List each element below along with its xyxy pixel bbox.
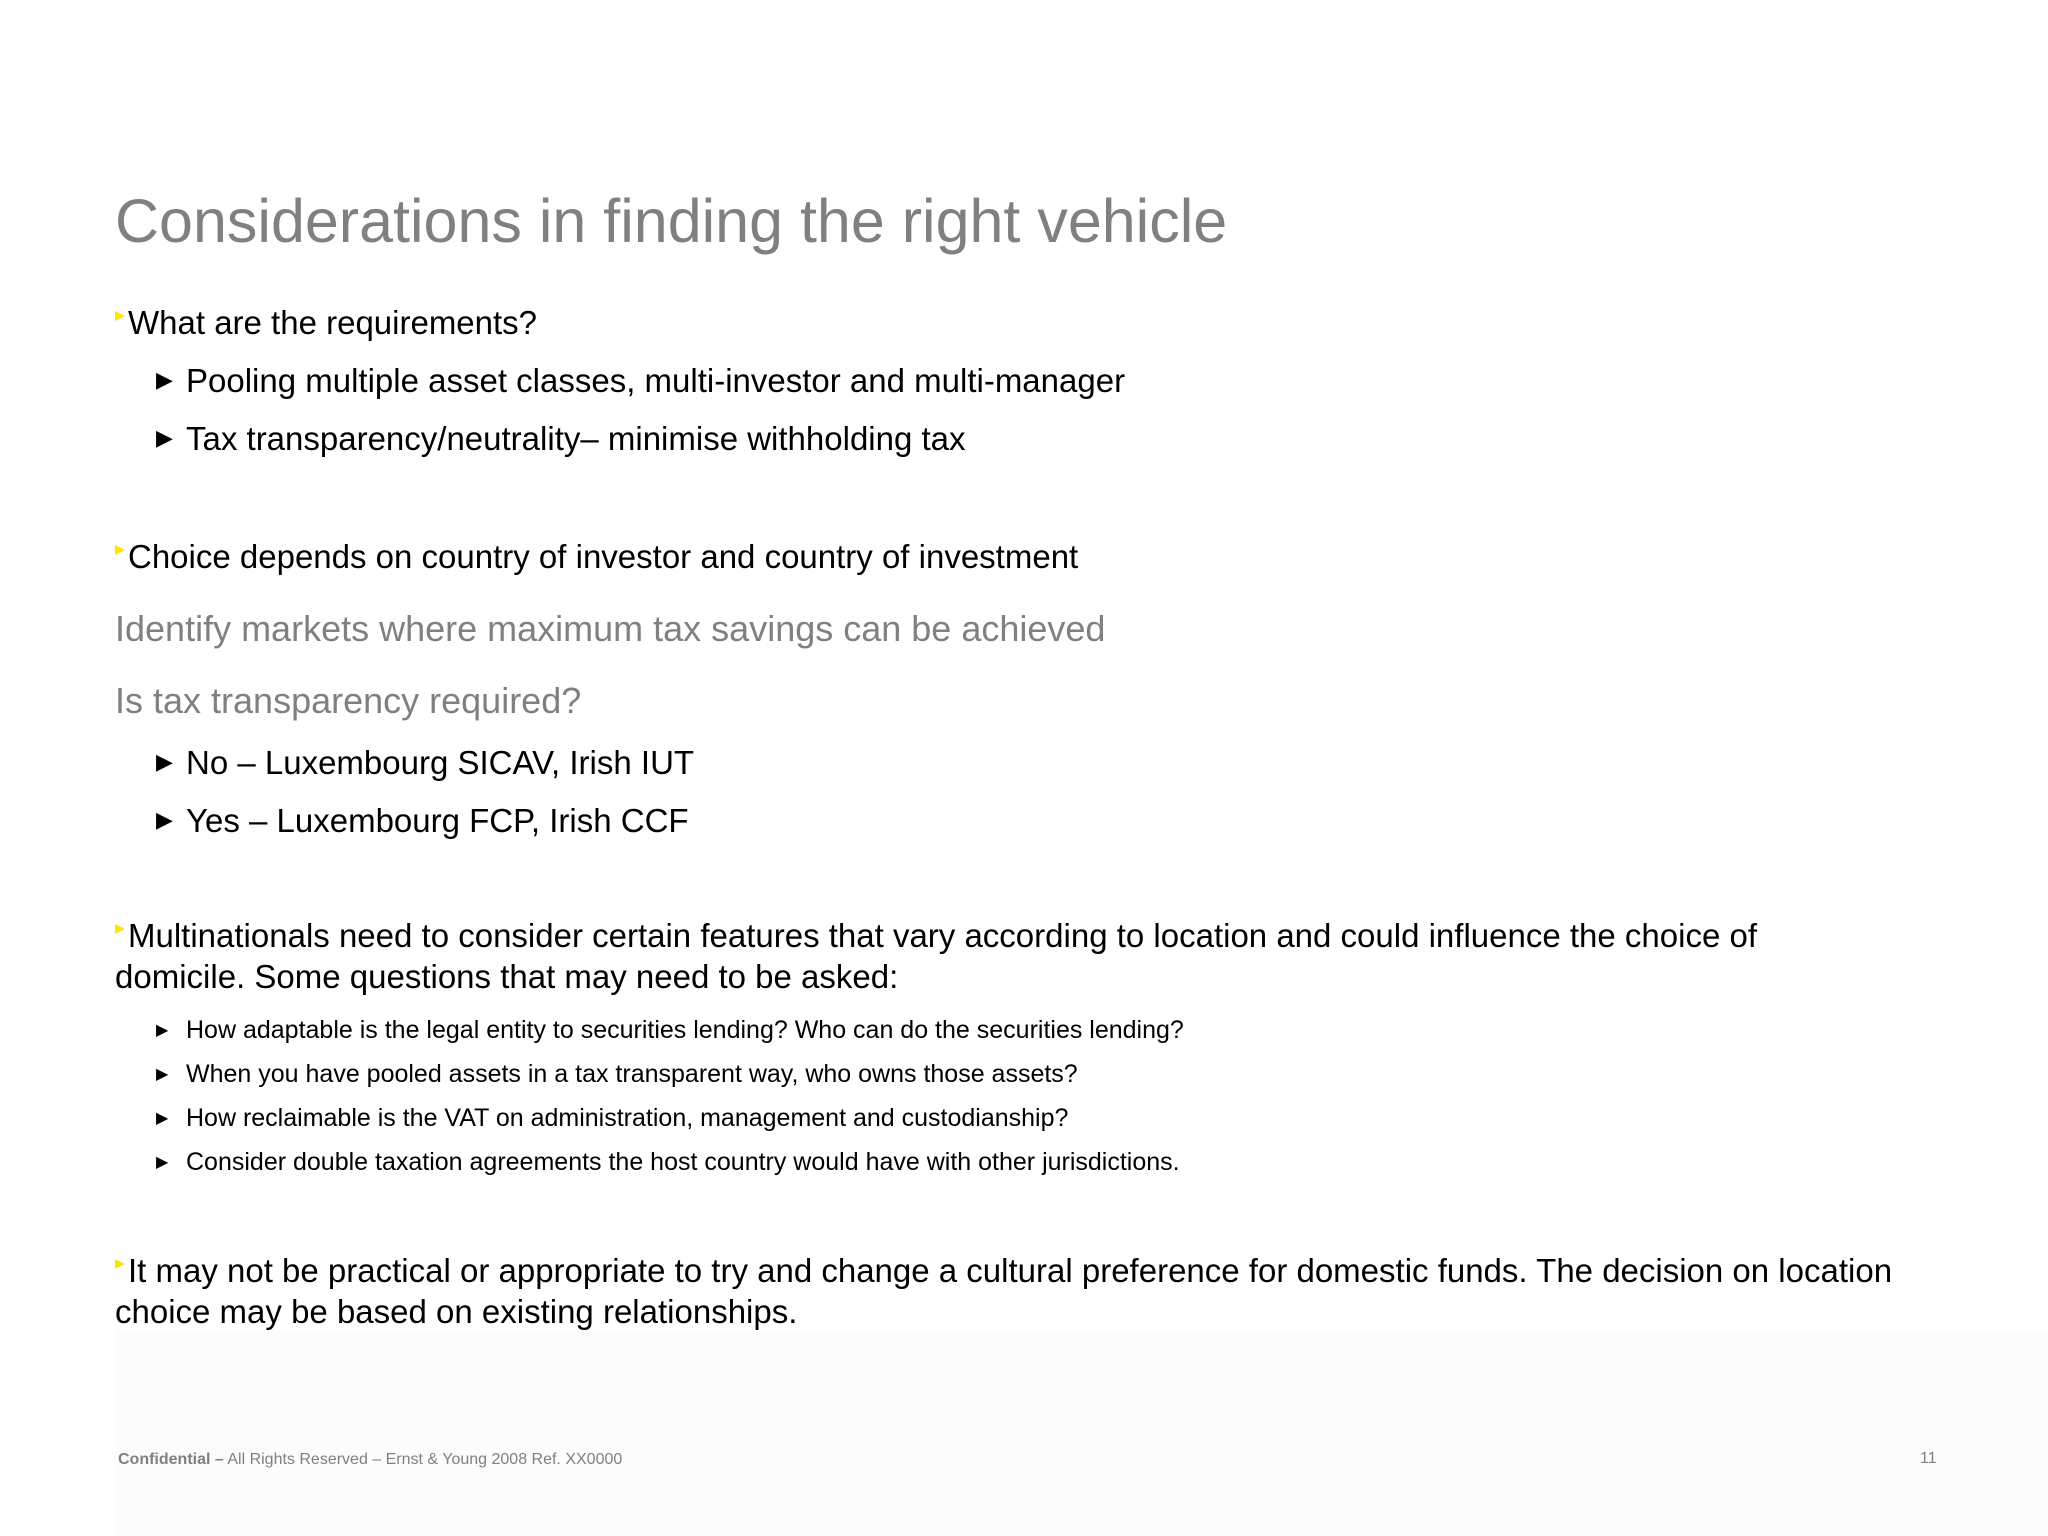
black-triangle-icon: ▶ <box>156 1110 169 1127</box>
black-triangle-icon: ▶ <box>156 749 173 774</box>
section2-heading <box>115 538 1078 576</box>
yellow-triangle-icon <box>115 924 125 934</box>
footer-band <box>115 1330 2048 1536</box>
black-triangle-icon: ▶ <box>156 367 173 392</box>
black-triangle-icon: ▶ <box>156 807 173 832</box>
grey-line: Identify markets where maximum tax savings can be achieved <box>115 608 1106 649</box>
section4-heading-text: It may not be practical or appropriate to try and change a cultural preference for domestic funds. The decision on location choice may be based on existing relationships. <box>115 1252 1893 1330</box>
section4-heading <box>115 1250 1895 1332</box>
section3-heading <box>115 915 1895 997</box>
bullet-text: Tax transparency/neutrality– minimise withholding tax <box>186 420 966 457</box>
section3-bullet <box>156 1016 1184 1045</box>
section2-bullet <box>156 802 689 840</box>
section3-heading-text: Multinationals need to consider certain features that vary according to location and could influence the choice of domicile. Some questions that may need to be asked: <box>115 917 1757 995</box>
page-number: 11 <box>1920 1450 1937 1467</box>
bullet-text: How adaptable is the legal entity to securities lending? Who can do the securities lending? <box>186 1016 1184 1044</box>
bullet-text: No – Luxembourg SICAV, Irish IUT <box>186 744 695 781</box>
black-triangle-icon: ▶ <box>156 425 173 450</box>
section1-bullet <box>156 362 1125 400</box>
yellow-triangle-icon <box>115 1259 125 1269</box>
grey-line: Is tax transparency required? <box>115 680 582 721</box>
bullet-text: Consider double taxation agreements the host country would have with other jurisdictions. <box>186 1148 1180 1176</box>
slide-title: Considerations in finding the right vehicle <box>115 187 1228 255</box>
yellow-triangle-icon <box>115 545 125 555</box>
footer-confidential: Confidential – <box>118 1451 224 1468</box>
section2-bullet <box>156 744 694 782</box>
footer-text <box>118 1451 622 1469</box>
black-triangle-icon: ▶ <box>156 1154 169 1171</box>
section2-heading-text: Choice depends on country of investor and country of investment <box>128 538 1079 575</box>
section3-bullet <box>156 1060 1078 1089</box>
bullet-text: Pooling multiple asset classes, multi-investor and multi-manager <box>186 362 1126 399</box>
section3-bullet <box>156 1148 1180 1177</box>
bullet-text: Yes – Luxembourg FCP, Irish CCF <box>186 802 689 839</box>
bullet-text: When you have pooled assets in a tax transparent way, who owns those assets? <box>186 1060 1078 1088</box>
section1-heading-text: What are the requirements? <box>128 304 538 341</box>
section3-bullet <box>156 1104 1068 1133</box>
section1-bullet <box>156 420 966 458</box>
footer-rights: All Rights Reserved – Ernst & Young 2008 Ref. XX0000 <box>223 1451 623 1468</box>
bullet-text: How reclaimable is the VAT on administration, management and custodianship? <box>186 1104 1069 1132</box>
black-triangle-icon: ▶ <box>156 1066 169 1083</box>
black-triangle-icon: ▶ <box>156 1022 169 1039</box>
section1-heading <box>115 304 537 342</box>
yellow-triangle-icon <box>115 311 125 321</box>
